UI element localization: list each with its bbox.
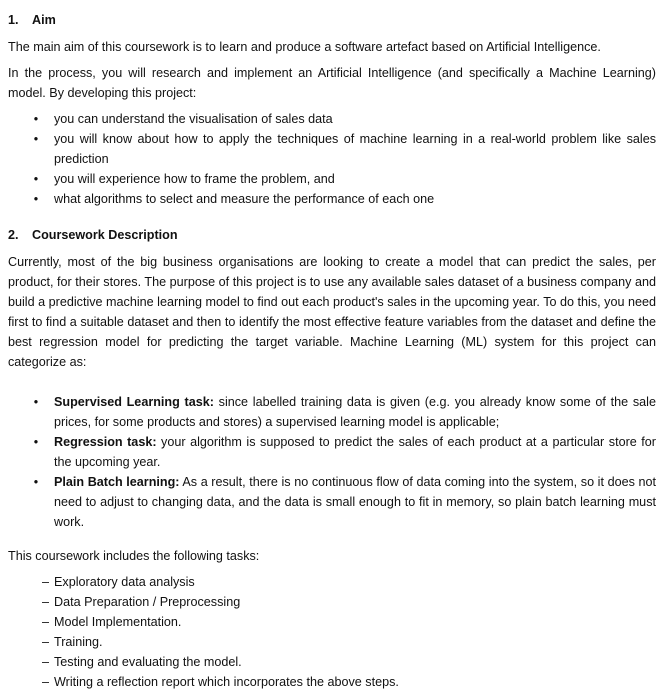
list-item: • Plain Batch learning: As a result, there is no continuous flow of data coming into the system, so it does not need to adjust to changing data, and the data is small enough to fit in memory, so plain batch learning must work. bbox=[8, 472, 656, 532]
bullet-icon: • bbox=[33, 172, 39, 186]
list-item: • you will experience how to frame the problem, and bbox=[8, 169, 656, 189]
list-item: • you will know about how to apply the techniques of machine learning in a real-world problem like sales prediction bbox=[8, 129, 656, 169]
dash-icon: – bbox=[42, 655, 50, 669]
section-2-heading bbox=[8, 227, 656, 243]
list-item: – Training. bbox=[8, 632, 656, 652]
aim-paragraph-1: The main aim of this coursework is to learn and produce a software artefact based on Artificial Intelligence. bbox=[8, 40, 601, 54]
bullet-icon: • bbox=[33, 112, 39, 126]
list-item: • Regression task: your algorithm is supposed to predict the sales of each product at a particular store for the upcoming year. bbox=[8, 432, 656, 472]
list-item: – Exploratory data analysis bbox=[8, 572, 656, 592]
section-1-title: Aim bbox=[32, 13, 56, 27]
bullet-icon: • bbox=[33, 475, 39, 489]
list-item: – Writing a reflection report which incorporates the above steps. bbox=[8, 672, 656, 692]
description-paragraph: Currently, most of the big business organisations are looking to create a model that can predict the sales, per product, for their stores. The purpose of this project is to use any available sales dataset of a business company and build a predictive machine learning model to find out each product's sales in the upcoming year. To do this, you need first to find a suitable dataset and then to identify the most effective feature variables from the dataset and define the best regression model for predicting the target variable. Machine Learning (ML) system for this project can categorize as: bbox=[8, 255, 656, 369]
dash-icon: – bbox=[42, 595, 50, 609]
aim-paragraph-2: In the process, you will research and implement an Artificial Intelligence (and specifically a Machine Learning) model. By developing this project: bbox=[8, 66, 656, 100]
dash-icon: – bbox=[42, 615, 50, 629]
list-item: – Model Implementation. bbox=[8, 612, 656, 632]
bullet-icon: • bbox=[33, 192, 39, 206]
dash-icon: – bbox=[42, 635, 50, 649]
section-2-title: Coursework Description bbox=[32, 228, 178, 242]
section-1-heading bbox=[8, 12, 656, 28]
section-1-number: 1. bbox=[8, 13, 19, 27]
bullet-icon: • bbox=[33, 395, 39, 409]
list-item: – Testing and evaluating the model. bbox=[8, 652, 656, 672]
list-item: – Data Preparation / Preprocessing bbox=[8, 592, 656, 612]
aim-bullet-list bbox=[8, 109, 656, 209]
includes-intro: This coursework includes the following tasks: bbox=[8, 549, 260, 563]
bullet-icon: • bbox=[33, 435, 39, 449]
list-item: • what algorithms to select and measure the performance of each one bbox=[8, 189, 656, 209]
dash-icon: – bbox=[42, 575, 50, 589]
list-item: • you can understand the visualisation of sales data bbox=[8, 109, 656, 129]
list-item: • Supervised Learning task: since labelled training data is given (e.g. you already know some of the sale prices, for some products and stores) a supervised learning model is applicable; bbox=[8, 392, 656, 432]
task-type-list bbox=[8, 392, 656, 532]
section-2-number: 2. bbox=[8, 228, 19, 242]
dash-icon: – bbox=[42, 675, 50, 689]
bullet-icon: • bbox=[33, 132, 39, 146]
steps-list bbox=[8, 572, 656, 692]
